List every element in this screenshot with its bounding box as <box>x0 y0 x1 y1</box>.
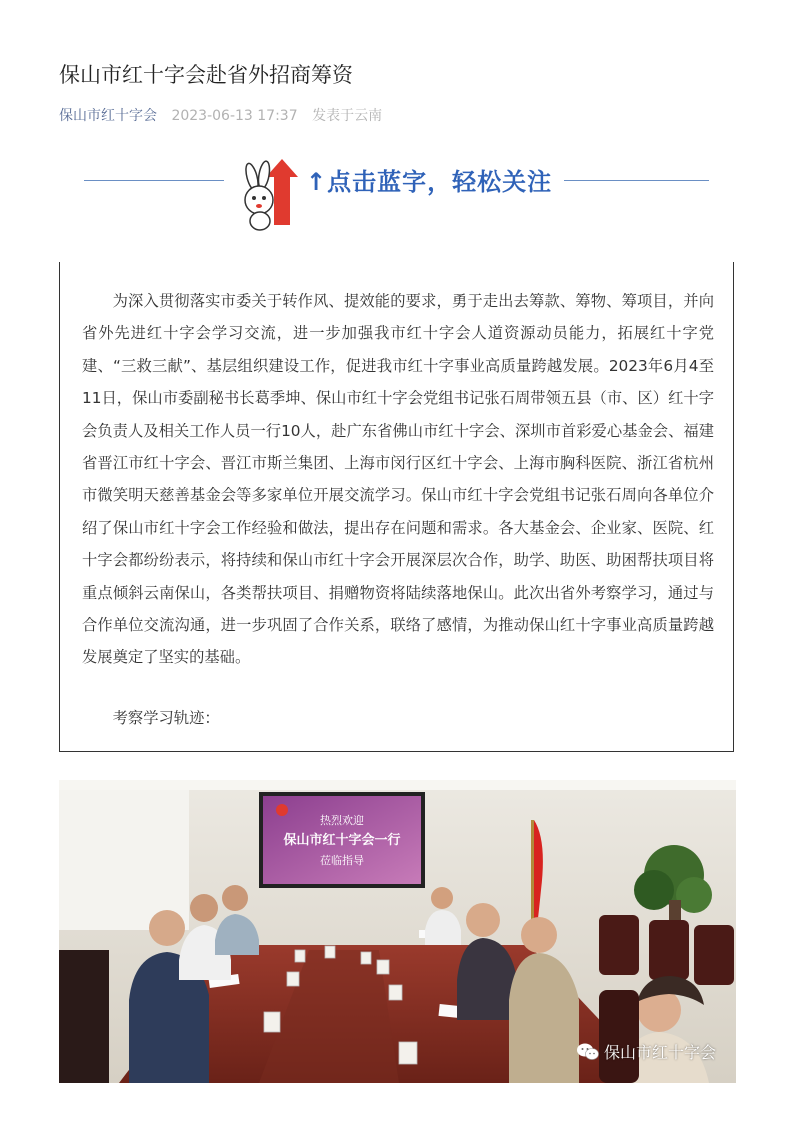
screen-text: 莅临指导 <box>320 855 364 867</box>
article-title: 保山市红十字会赴省外招商筹资 <box>59 63 353 87</box>
publish-location: 发表于云南 <box>312 108 383 124</box>
author-link[interactable]: 保山市红十字会 <box>59 108 157 124</box>
body-paragraph: 考察学习轨迹： <box>112 709 220 727</box>
watermark <box>577 1040 716 1063</box>
rabbit-mascot-icon <box>234 155 304 235</box>
divider-right <box>564 180 709 181</box>
watermark-text: 保山市红十字会 <box>603 1043 716 1062</box>
article-content <box>59 262 734 752</box>
body-paragraph: 为深入贯彻落实市委关于转作风、提效能的要求，勇于走出去筹款、筹物、筹项目，并向省外先进红十字会学习交流，进一步加强我市红十字会人道资源动员能力，拓展红十字党建、“三救三献”、基层组织建设工作，促进我市红十字事业高质量跨越发展。2023年6月4至11日，保山市委副秘书长葛季坤、保山市红十字会党组书记张石周带领五县（市、区）红十字会负责人及相关工作人员一行10人，赴广东省佛山市红十字会、深圳市首彩爱心基金会、福建省晋江市红十字会、晋江市斯兰集团、上海市闵行区红十字会、上海市胸科医院、浙江省杭州市微笑明天慈善基金会等多家单位开展交流学习。保山市红十字会党组书记张石周向各单位介绍了保山市红十字会工作经验和做法，提出存在问题和需求。各大基金会、企业家、医院、红十字会都纷纷表示，将持续和保山市红十字会开展深层次合作，助学、助医、助困帮扶项目将重点倾斜云南保山，各类帮扶项目、捐赠物资将陆续落地保山。此次出省外考察学习，通过与合作单位交流沟通，进一步巩固了合作关系，联络了感情，为推动保山红十字事业高质量跨越发展奠定了坚实的基础。 <box>82 292 714 667</box>
divider-left <box>84 180 224 181</box>
article-meta <box>59 105 382 127</box>
screen-text: 热烈欢迎 <box>320 815 364 827</box>
screen-text: 保山市红十字会一行 <box>283 832 401 847</box>
meeting-photo-illustration <box>59 780 736 1083</box>
wechat-icon <box>577 1043 599 1061</box>
follow-banner[interactable] <box>84 150 709 240</box>
follow-prompt[interactable]: ↑点击蓝字，轻松关注 <box>306 168 553 196</box>
publish-time: 2023-06-13 17:37 <box>171 108 298 124</box>
meeting-photo <box>59 780 736 1083</box>
